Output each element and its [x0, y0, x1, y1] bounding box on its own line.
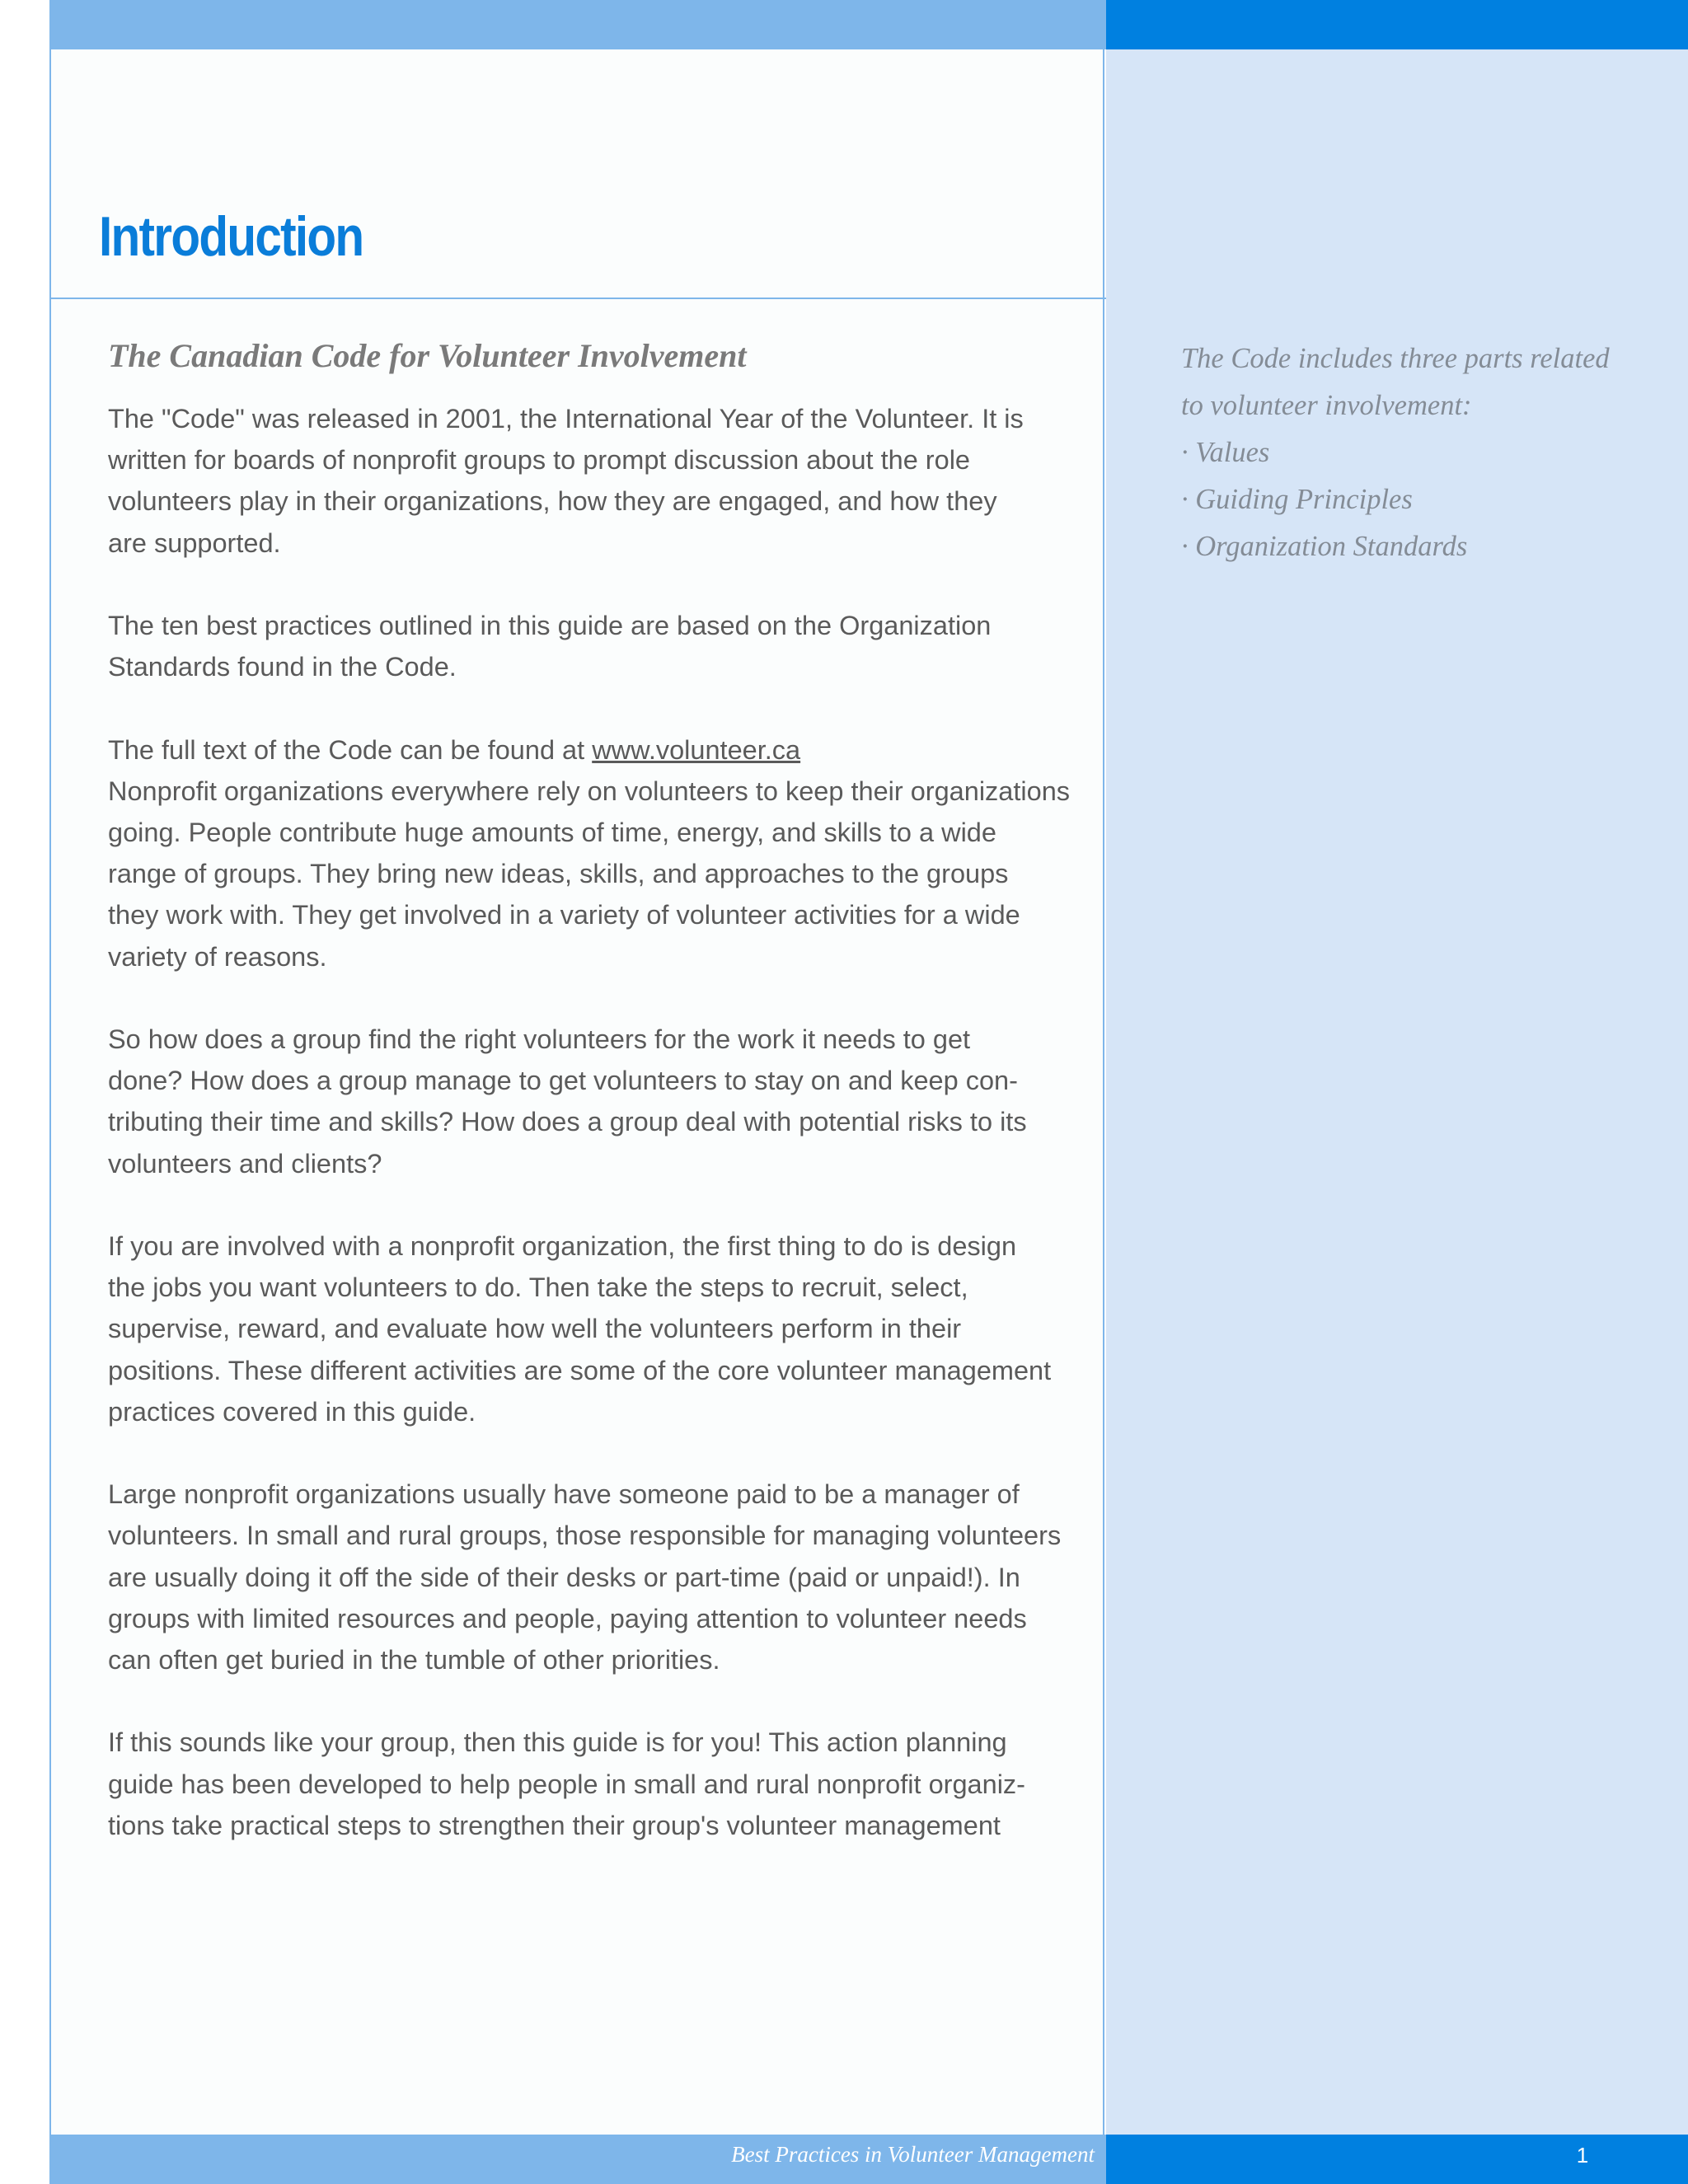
sidebar-list-item-values: · Values: [1181, 437, 1270, 468]
body-text: [108, 398, 1081, 1846]
body-line: If you are involved with a nonprofit organization, the first thing to do is design: [108, 1231, 1017, 1261]
sidebar-line: to volunteer involvement:: [1181, 390, 1472, 421]
body-line: The "Code" was released in 2001, the International Year of the Volunteer. It is: [108, 404, 1024, 434]
body-line: So how does a group find the right volunteers for the work it needs to get: [108, 1024, 971, 1054]
body-line: tions take practical steps to strengthen their group's volunteer management: [108, 1810, 1001, 1840]
body-line: Standards found in the Code.: [108, 652, 457, 682]
body-line: practices covered in this guide.: [108, 1396, 476, 1427]
body-line: volunteers. In small and rural groups, those responsible for managing volunteers: [108, 1521, 1062, 1551]
body-line: written for boards of nonprofit groups to prompt discussion about the role: [108, 445, 970, 476]
top-bar-right: [1106, 0, 1688, 49]
paragraph-design-jobs: [108, 1226, 1081, 1432]
body-line: Large nonprofit organizations usually have someone paid to be a manager of: [108, 1479, 1020, 1510]
body-line: The ten best practices outlined in this guide are based on the Organization: [108, 611, 992, 640]
sidebar-list-item-guiding-principles: · Guiding Principles: [1181, 484, 1413, 515]
sidebar-list-item-organization-standards: · Organization Standards: [1181, 531, 1468, 562]
sidebar-line: The Code includes three parts related: [1181, 343, 1610, 374]
body-line: range of groups. They bring new ideas, skills, and approaches to the groups: [108, 859, 1009, 889]
body-line: The full text of the Code can be found at: [108, 734, 593, 765]
body-line: If this sounds like your group, then this guide is for you! This action planning: [108, 1727, 1007, 1758]
body-line: volunteers and clients?: [108, 1148, 382, 1179]
sidebar-note: [1181, 335, 1659, 570]
body-line: done? How does a group manage to get volunteers to stay on and keep con-: [108, 1066, 1018, 1096]
paragraph-code-release: [108, 398, 1081, 564]
body-line: variety of reasons.: [108, 941, 327, 972]
body-line: tributing their time and skills? How does a group deal with potential risks to its: [108, 1107, 1027, 1137]
page-number: 1: [1576, 2143, 1589, 2168]
paragraph-full-text-and-nonprofits: [108, 729, 1081, 977]
body-line: they work with. They get involved in a variety of volunteer activities for a wide: [108, 900, 1020, 930]
body-line: Nonprofit organizations everywhere rely on volunteers to keep their organizations: [108, 776, 1071, 806]
volunteer-ca-link[interactable]: www.volunteer.ca: [592, 734, 801, 765]
footer-bar-right: [1106, 2135, 1688, 2184]
paragraph-questions: [108, 1019, 1081, 1184]
body-line: can often get buried in the tumble of other priorities.: [108, 1645, 720, 1675]
body-line: are supported.: [108, 527, 281, 558]
paragraph-guide-for-you: [108, 1722, 1081, 1846]
paragraph-best-practices: [108, 605, 1081, 687]
title-divider: [49, 298, 1106, 299]
page-title: Introduction: [99, 205, 363, 268]
body-line: guide has been developed to help people in small and rural nonprofit organiz-: [108, 1769, 1025, 1799]
body-line: going. People contribute huge amounts of time, energy, and skills to a wide: [108, 818, 996, 847]
section-heading: The Canadian Code for Volunteer Involvement: [108, 337, 747, 374]
body-line: supervise, reward, and evaluate how well the volunteers perform in their: [108, 1314, 962, 1344]
body-line: groups with limited resources and people, paying attention to volunteer needs: [108, 1603, 1027, 1633]
body-line: positions. These different activities are some of the core volunteer management: [108, 1355, 1052, 1385]
body-line: volunteers play in their organizations, how they are engaged, and how they: [108, 486, 997, 517]
top-bar-left: [49, 0, 1106, 49]
footer-title: Best Practices in Volunteer Management: [731, 2142, 1095, 2167]
body-line: are usually doing it off the side of their desks or part-time (paid or unpaid!). In: [108, 1562, 1020, 1592]
paragraph-large-nonprofits: [108, 1474, 1081, 1680]
body-line: the jobs you want volunteers to do. Then take the steps to recruit, select,: [108, 1272, 968, 1303]
